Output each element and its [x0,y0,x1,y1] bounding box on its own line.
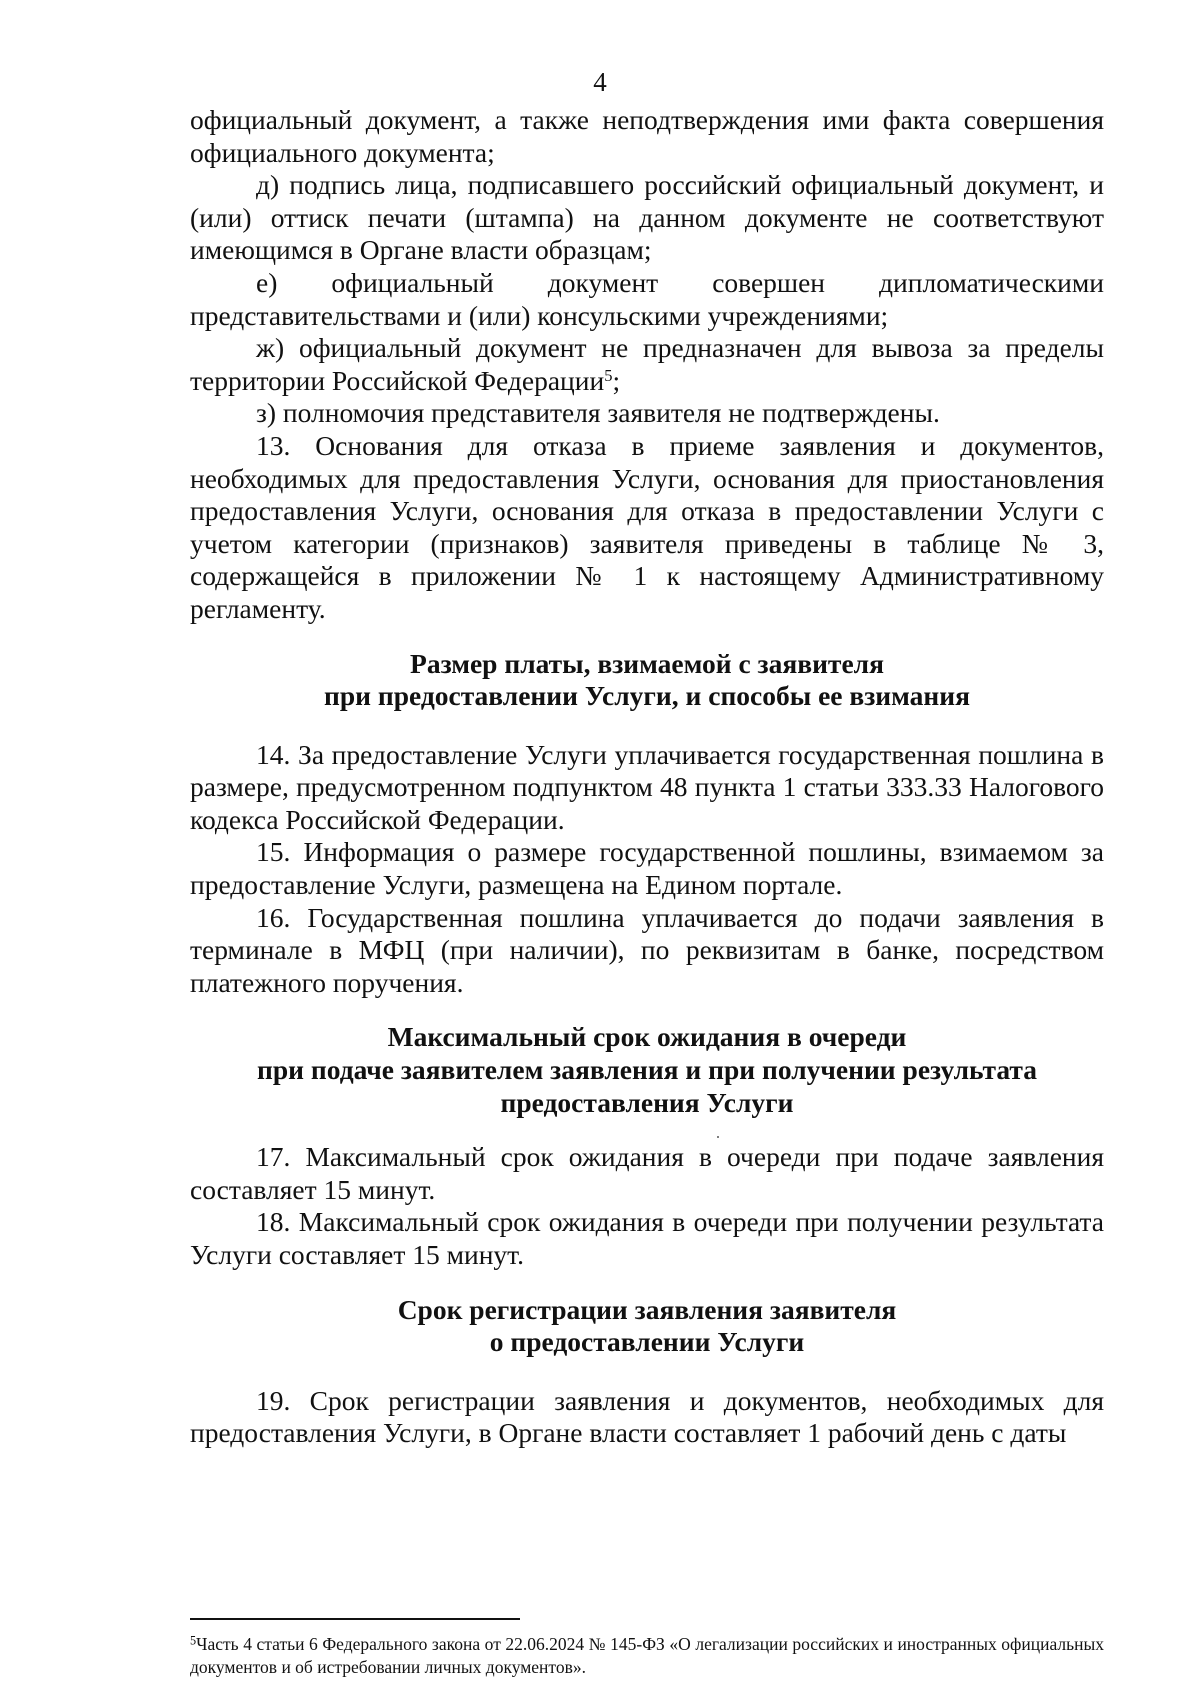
footnote-text: Часть 4 статьи 6 Федерального закона от 22.06.2024 № 145-ФЗ «О легализации российских и иностранных официальных документов и об истребовании личных документов». [190,1634,1104,1677]
paragraph-continuation: официальный документ, а также неподтверждения ими факта совершения официального документа; [190,104,1104,168]
section-heading-queue-line2: при подаче заявителем заявления и при получении результата [257,1054,1037,1086]
section-heading-registration-line2: о предоставлении Услуги [489,1326,805,1358]
paragraph-zh-end: ; [612,364,621,396]
footnote [190,1633,1104,1679]
scan-speck [717,1136,719,1138]
section-heading-fee-line1: Размер платы, взимаемой с заявителя [410,647,884,679]
footnote-reference: 5 [604,365,613,385]
paragraph-zh [190,332,1104,397]
paragraph-e: е) официальный документ совершен дипломатическими представительствами и (или) консульскими учреждениями; [190,266,1104,331]
paragraph-z: з) полномочия представителя заявителя не подтверждены. [256,397,940,429]
paragraph-19: 19. Срок регистрации заявления и документов, необходимых для предоставления Услуги, в Органе власти составляет 1 рабочий день с даты [190,1384,1104,1449]
paragraph-zh-text: ж) официальный документ не предназначен для вывоза за пределы территории Российской Федерации [190,332,1104,396]
section-heading-fee-line2: при предоставлении Услуги, и способы ее взимания [324,680,970,712]
page-number: 4 [593,67,607,97]
section-heading-registration-line1: Срок регистрации заявления заявителя [397,1293,897,1325]
document-body [190,104,1104,1450]
paragraph-d: д) подпись лица, подписавшего российский официальный документ, и (или) оттиск печати (штампа) на данном документе не соответствуют имеющимся в Органе власти образцам; [190,169,1104,266]
paragraph-15: 15. Информация о размере государственной пошлины, взимаемом за предоставление Услуги, размещена на Едином портале. [190,836,1104,901]
paragraph-14: 14. За предоставление Услуги уплачивается государственная пошлина в размере, предусмотренном подпунктом 48 пункта 1 статьи 333.33 Налогового кодекса Российской Федерации. [190,738,1104,835]
paragraph-16: 16. Государственная пошлина уплачивается до подачи заявления в терминале в МФЦ (при наличии), по реквизитам в банке, посредством платежного поручения. [190,901,1104,998]
paragraph-18: 18. Максимальный срок ожидания в очереди при получении результата Услуги составляет 15 минут. [190,1206,1104,1270]
section-heading-queue-line3: предоставления Услуги [500,1086,794,1118]
paragraph-17: 17. Максимальный срок ожидания в очереди при подаче заявления составляет 15 минут. [190,1141,1104,1205]
footnote-marker: 5 [190,1633,197,1648]
footnote-separator [190,1618,520,1620]
paragraph-13: 13. Основания для отказа в приеме заявления и документов, необходимых для предоставления Услуги, основания для приостановления предоставления Услуги, основания для отказа в предоставлении Услуги с учетом категории (признаков) заявителя приведены в таблице № 3, содержащейся в приложении № 1 к настоящему Административному регламенту. [190,429,1104,624]
section-heading-queue-line1: Максимальный срок ожидания в очереди [387,1021,907,1053]
